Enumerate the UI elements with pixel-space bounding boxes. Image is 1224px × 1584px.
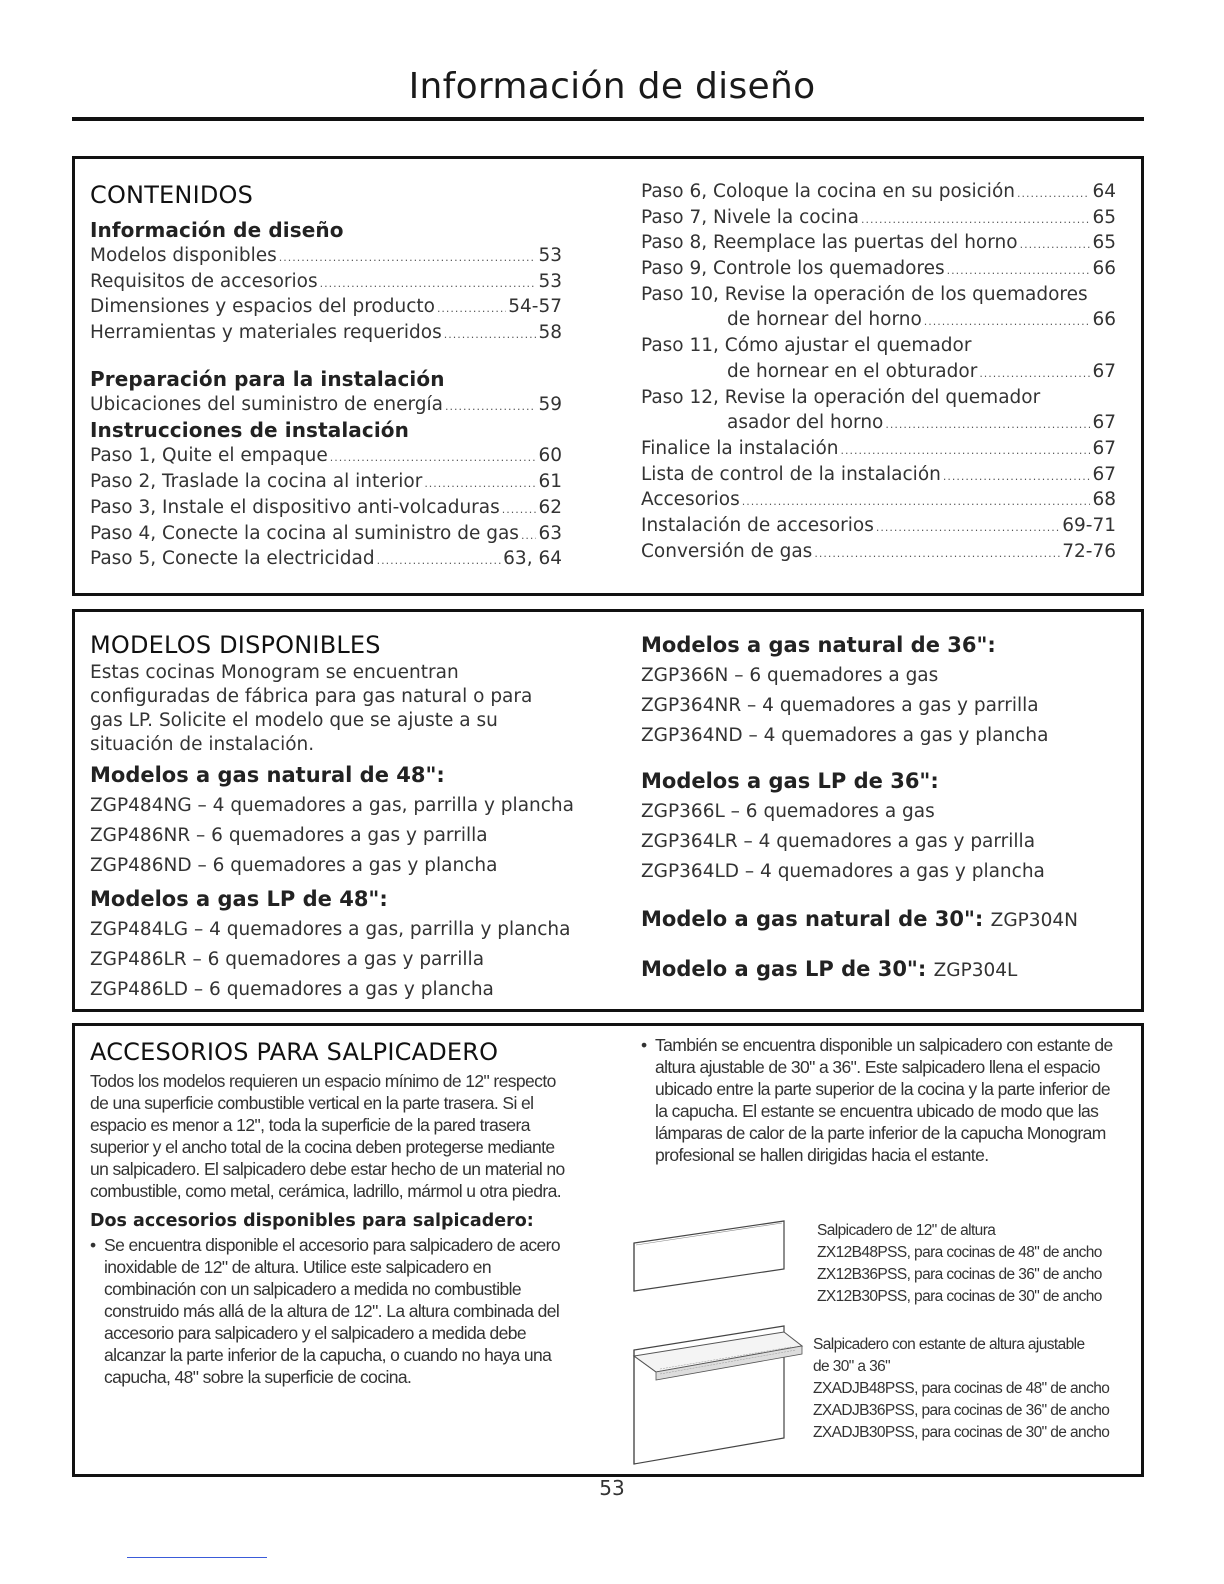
models-box bbox=[72, 609, 1144, 1012]
contents-section-design: Información de diseño bbox=[90, 218, 344, 242]
page-title: Información de diseño bbox=[408, 66, 816, 107]
contents-right-column bbox=[641, 179, 1116, 564]
backsplash-heading: ACCESORIOS PARA SALPICADERO bbox=[90, 1038, 499, 1066]
bullet-symbol: • bbox=[641, 1035, 647, 1055]
model-item: ZGP366N – 6 quemadores a gas bbox=[641, 665, 939, 686]
caption-model: ZXADJB30PSS, para cocinas de 30" de ancho bbox=[813, 1424, 1110, 1441]
model-item: ZGP486LD – 6 quemadores a gas y plancha bbox=[90, 979, 494, 1000]
toc-item[interactable]: Conversión de gas ..... 72-76 bbox=[641, 539, 1116, 565]
natural-30-model: ZGP304N bbox=[990, 910, 1078, 931]
contents-section-preparation: Preparación para la instalación bbox=[90, 366, 445, 391]
backsplash-bullet-2 bbox=[641, 1034, 1121, 1166]
backsplash-right-column bbox=[641, 1034, 1131, 1441]
model-item: ZGP486NR – 6 quemadores a gas y parrilla bbox=[90, 825, 488, 846]
backsplash-12in-illustration bbox=[626, 1219, 796, 1304]
toc-item-line[interactable]: Paso 11, Cómo ajustar el quemador bbox=[641, 335, 972, 357]
contents-section-instructions: Instrucciones de instalación bbox=[90, 418, 409, 443]
lp-36-heading: Modelos a gas LP de 36": bbox=[641, 769, 939, 793]
toc-item[interactable]: Ubicaciones del suministro de energía ..... 59 bbox=[90, 392, 562, 418]
toc-item[interactable]: Dimensiones y espacios del producto ..... 54-57 bbox=[90, 294, 562, 320]
page-number: 53 bbox=[599, 1476, 625, 1500]
model-item: ZGP364ND – 4 quemadores a gas y plancha bbox=[641, 725, 1049, 746]
toc-item[interactable]: Herramientas y materiales requeridos ..... 58 bbox=[90, 320, 562, 346]
toc-item[interactable]: Accesorios ..... 68 bbox=[641, 487, 1116, 513]
lp-30-model: ZGP304L bbox=[933, 960, 1018, 981]
model-item: ZGP486LR – 6 quemadores a gas y parrilla bbox=[90, 949, 485, 970]
toc-item[interactable]: Paso 1, Quite el empaque ..... 60 bbox=[90, 443, 562, 469]
models-left-column bbox=[90, 629, 580, 1005]
toc-item[interactable]: Paso 3, Instale el dispositivo anti-volcaduras ..... 62 bbox=[90, 495, 562, 521]
toc-item[interactable]: Finalice la instalación ..... 67 bbox=[641, 436, 1116, 462]
lp-48-heading: Modelos a gas LP de 48": bbox=[90, 887, 388, 911]
contents-heading: CONTENIDOS bbox=[90, 181, 254, 209]
bullet-text: También se encuentra disponible un salpicadero con estante de altura ajustable de 30" a 36". Este salpicadero llena el espacio ubicado entre la parte superior de la cocina y la parte inferior de la capucha. El estante se encuentra ubicado de modo que las lámparas de calor de la parte inferior de la capucha Monogram profesional se hallen dirigidas hacia el estante. bbox=[655, 1035, 1113, 1165]
toc-item[interactable]: Paso 9, Controle los quemadores ..... 66 bbox=[641, 256, 1116, 282]
toc-item[interactable]: Paso 5, Conecte la electricidad ..... 63, 64 bbox=[90, 546, 562, 572]
backsplash-12in-caption bbox=[817, 1220, 1102, 1308]
caption-title-line2: de 30" a 36" bbox=[813, 1358, 891, 1375]
toc-item[interactable]: de hornear del horno ..... 66 bbox=[641, 307, 1116, 333]
natural-36-heading: Modelos a gas natural de 36": bbox=[641, 633, 996, 657]
backsplash-box bbox=[72, 1023, 1144, 1477]
caption-model: ZXADJB36PSS, para cocinas de 36" de ancho bbox=[813, 1402, 1110, 1419]
natural-30-heading: Modelo a gas natural de 30": bbox=[641, 907, 984, 931]
toc-item-line[interactable]: Paso 10, Revise la operación de los quemadores bbox=[641, 283, 1088, 305]
model-item: ZGP364NR – 4 quemadores a gas y parrilla bbox=[641, 695, 1039, 716]
footer-link-underline bbox=[127, 1557, 267, 1558]
caption-model: ZX12B48PSS, para cocinas de 48" de ancho bbox=[817, 1244, 1102, 1261]
caption-title: Salpicadero con estante de altura ajustable bbox=[813, 1336, 1085, 1353]
model-item: ZGP486ND – 6 quemadores a gas y plancha bbox=[90, 855, 498, 876]
contents-left-column bbox=[90, 179, 562, 572]
model-item: ZGP484NG – 4 quemadores a gas, parrilla y plancha bbox=[90, 795, 574, 816]
natural-30-line bbox=[641, 903, 1131, 937]
backsplash-left-column bbox=[90, 1034, 580, 1388]
natural-48-heading: Modelos a gas natural de 48": bbox=[90, 763, 445, 787]
toc-item[interactable]: Paso 8, Reemplace las puertas del horno ..... 65 bbox=[641, 230, 1116, 256]
lp-30-heading: Modelo a gas LP de 30": bbox=[641, 957, 927, 981]
contents-box bbox=[72, 156, 1144, 596]
caption-model: ZXADJB48PSS, para cocinas de 48" de ancho bbox=[813, 1380, 1110, 1397]
caption-title: Salpicadero de 12" de altura bbox=[817, 1222, 996, 1239]
model-item: ZGP484LG – 4 quemadores a gas, parrilla y plancha bbox=[90, 919, 571, 940]
toc-item[interactable]: asador del horno ..... 67 bbox=[641, 410, 1116, 436]
toc-item[interactable]: Paso 2, Traslade la cocina al interior ..... 61 bbox=[90, 469, 562, 495]
toc-item[interactable]: Modelos disponibles ..... 53 bbox=[90, 243, 562, 269]
model-item: ZGP364LR – 4 quemadores a gas y parrilla bbox=[641, 831, 1036, 852]
caption-model: ZX12B36PSS, para cocinas de 36" de ancho bbox=[817, 1266, 1102, 1283]
caption-model: ZX12B30PSS, para cocinas de 30" de ancho bbox=[817, 1288, 1102, 1305]
backsplash-bullet-1 bbox=[90, 1234, 580, 1388]
model-item: ZGP366L – 6 quemadores a gas bbox=[641, 801, 935, 822]
toc-item[interactable]: de hornear en el obturador ..... 67 bbox=[641, 359, 1116, 385]
backsplash-intro: Todos los modelos requieren un espacio mínimo de 12" respecto de una superficie combustible vertical en la parte trasera. Si el espacio es menor a 12", toda la superficie de la pared trasera superior y el ancho total de la cocina deben protegerse mediante un salpicadero. El salpicadero debe estar hecho de un material no combustible, como metal, cerámica, ladrillo, mármol u otra piedra. bbox=[90, 1071, 565, 1201]
lp-30-line bbox=[641, 953, 1131, 987]
toc-item[interactable]: Paso 4, Conecte la cocina al suministro de gas ..... 63 bbox=[90, 521, 562, 547]
backsplash-shelf-caption bbox=[813, 1334, 1109, 1444]
models-heading: MODELOS DISPONIBLES bbox=[90, 631, 381, 659]
backsplash-subheading: Dos accesorios disponibles para salpicadero: bbox=[90, 1211, 534, 1231]
toc-item[interactable]: Requisitos de accesorios ..... 53 bbox=[90, 269, 562, 295]
model-item: ZGP364LD – 4 quemadores a gas y plancha bbox=[641, 861, 1045, 882]
toc-item-line[interactable]: Paso 12, Revise la operación del quemador bbox=[641, 386, 1041, 408]
backsplash-shelf-illustration bbox=[626, 1312, 806, 1472]
toc-item[interactable]: Paso 7, Nivele la cocina ..... 65 bbox=[641, 205, 1116, 231]
toc-item[interactable]: Lista de control de la instalación ..... 67 bbox=[641, 462, 1116, 488]
title-rule bbox=[72, 117, 1144, 121]
bullet-text: Se encuentra disponible el accesorio para salpicadero de acero inoxidable de 12" de altura. Utilice este salpicadero en combinación con un salpicadero a medida no combustible construido más allá de la altura de 12". La altura combinada del accesorio para salpicadero y el salpicadero a medida debe alcanzar la parte inferior de la capucha, o cuando no haya una capucha, 48" sobre la superficie de cocina. bbox=[104, 1235, 561, 1387]
toc-item[interactable]: Instalación de accesorios ..... 69-71 bbox=[641, 513, 1116, 539]
models-intro: Estas cocinas Monogram se encuentran configuradas de fábrica para gas natural o para gas LP. Solicite el modelo que se ajuste a su situación de instalación. bbox=[90, 662, 533, 755]
toc-item[interactable]: Paso 6, Coloque la cocina en su posición ..... 64 bbox=[641, 179, 1116, 205]
models-right-column bbox=[641, 629, 1131, 987]
bullet-symbol: • bbox=[90, 1235, 96, 1255]
